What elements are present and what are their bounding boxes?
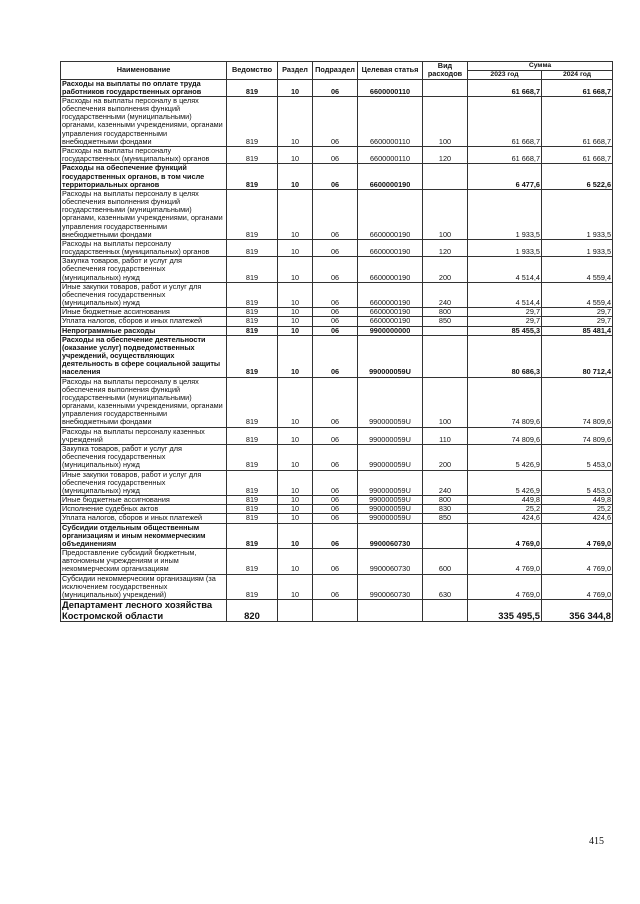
row-vid: 100: [423, 189, 468, 239]
row-target: 990000059U: [358, 514, 423, 523]
row-razdel: 10: [278, 574, 313, 600]
header-podrazdel: Подраздел: [313, 62, 358, 80]
row-podrazdel: 06: [313, 146, 358, 163]
row-name: Расходы на выплаты по оплате труда работников государственных органов: [61, 79, 227, 96]
row-podrazdel: 06: [313, 239, 358, 256]
row-sum-2024: 4 769,0: [542, 523, 613, 549]
row-name: Субсидии отдельным общественным организациям и иным некоммерческим объединениям: [61, 523, 227, 549]
row-name: Иные бюджетные ассигнования: [61, 308, 227, 317]
row-vedomstvo: 819: [227, 146, 278, 163]
row-podrazdel: 06: [313, 505, 358, 514]
row-sum-2023: 5 426,9: [468, 470, 542, 496]
table-row: [61, 257, 613, 283]
row-sum-2023: 335 495,5: [468, 600, 542, 622]
row-vid: 240: [423, 282, 468, 308]
row-sum-2023: 85 455,3: [468, 326, 542, 335]
row-vid: [423, 79, 468, 96]
row-vid: 200: [423, 257, 468, 283]
row-name: Департамент лесного хозяйства Костромской области: [61, 600, 227, 622]
row-vedomstvo: 819: [227, 317, 278, 326]
table-row: [61, 326, 613, 335]
row-vedomstvo: 819: [227, 326, 278, 335]
row-vid: 110: [423, 427, 468, 444]
row-name: Уплата налогов, сборов и иных платежей: [61, 514, 227, 523]
row-vedomstvo: 819: [227, 377, 278, 427]
row-sum-2023: 4 769,0: [468, 523, 542, 549]
row-target: 9900060730: [358, 574, 423, 600]
row-podrazdel: 06: [313, 257, 358, 283]
row-vedomstvo: 819: [227, 427, 278, 444]
row-podrazdel: 06: [313, 317, 358, 326]
row-razdel: 10: [278, 377, 313, 427]
row-sum-2024: 5 453,0: [542, 445, 613, 471]
row-podrazdel: 06: [313, 523, 358, 549]
row-target: 9900060730: [358, 523, 423, 549]
row-vid: [423, 335, 468, 377]
row-target: 990000059U: [358, 470, 423, 496]
row-target: 6600000190: [358, 164, 423, 190]
row-sum-2023: 449,8: [468, 496, 542, 505]
row-vedomstvo: 819: [227, 549, 278, 575]
row-target: 990000059U: [358, 496, 423, 505]
row-razdel: 10: [278, 505, 313, 514]
row-name: Расходы на выплаты персоналу в целях обеспечения выполнения функций государственными (муниципальными) органами, казенными учреждениями, органами управления государственными внебюджетными фондами: [61, 96, 227, 146]
row-razdel: 10: [278, 257, 313, 283]
row-sum-2023: 29,7: [468, 308, 542, 317]
row-vid: 600: [423, 549, 468, 575]
row-sum-2023: 74 809,6: [468, 427, 542, 444]
row-podrazdel: 06: [313, 79, 358, 96]
row-podrazdel: 06: [313, 308, 358, 317]
row-sum-2024: 356 344,8: [542, 600, 613, 622]
row-name: Иные закупки товаров, работ и услуг для обеспечения государственных (муниципальных) нужд: [61, 282, 227, 308]
row-name: Уплата налогов, сборов и иных платежей: [61, 317, 227, 326]
row-name: Предоставление субсидий бюджетным, автономным учреждениям и иным некоммерческим организациям: [61, 549, 227, 575]
row-vedomstvo: 819: [227, 189, 278, 239]
row-vid: 850: [423, 317, 468, 326]
row-target: 6600000190: [358, 239, 423, 256]
row-vid: [423, 164, 468, 190]
header-year-2024: 2024 год: [542, 70, 613, 79]
row-sum-2023: 29,7: [468, 317, 542, 326]
row-razdel: 10: [278, 239, 313, 256]
row-name: Иные закупки товаров, работ и услуг для обеспечения государственных (муниципальных) нужд: [61, 470, 227, 496]
row-vid: 200: [423, 445, 468, 471]
row-sum-2024: 29,7: [542, 308, 613, 317]
page-number: 415: [589, 836, 604, 847]
row-sum-2023: 5 426,9: [468, 445, 542, 471]
row-sum-2024: 74 809,6: [542, 427, 613, 444]
row-sum-2024: 61 668,7: [542, 79, 613, 96]
row-vedomstvo: 819: [227, 282, 278, 308]
row-name: Расходы на выплаты персоналу государственных (муниципальных) органов: [61, 146, 227, 163]
row-vedomstvo: 819: [227, 239, 278, 256]
row-podrazdel: 06: [313, 445, 358, 471]
row-podrazdel: [313, 600, 358, 622]
row-vedomstvo: 819: [227, 470, 278, 496]
row-target: 9900000000: [358, 326, 423, 335]
row-vedomstvo: 819: [227, 523, 278, 549]
row-sum-2024: 80 712,4: [542, 335, 613, 377]
row-target: 6600000190: [358, 257, 423, 283]
row-vid: [423, 600, 468, 622]
row-vid: 120: [423, 146, 468, 163]
row-podrazdel: 06: [313, 326, 358, 335]
row-target: 990000059U: [358, 377, 423, 427]
row-podrazdel: 06: [313, 514, 358, 523]
row-razdel: 10: [278, 496, 313, 505]
row-sum-2024: 449,8: [542, 496, 613, 505]
row-name: Расходы на выплаты персоналу государственных (муниципальных) органов: [61, 239, 227, 256]
row-vedomstvo: 819: [227, 496, 278, 505]
row-vid: 800: [423, 308, 468, 317]
row-target: 6600000190: [358, 282, 423, 308]
table-row: [61, 523, 613, 549]
row-name: Расходы на обеспечение функций государственных органов, в том числе территориальных органов: [61, 164, 227, 190]
table-row: [61, 600, 613, 622]
header-razdel: Раздел: [278, 62, 313, 80]
row-sum-2023: 4 514,4: [468, 257, 542, 283]
row-sum-2023: 25,2: [468, 505, 542, 514]
table-row: [61, 427, 613, 444]
row-sum-2023: 4 769,0: [468, 574, 542, 600]
row-sum-2023: 80 686,3: [468, 335, 542, 377]
row-vid: 240: [423, 470, 468, 496]
row-vid: 800: [423, 496, 468, 505]
row-sum-2024: 6 522,6: [542, 164, 613, 190]
row-podrazdel: 06: [313, 164, 358, 190]
table-header: [61, 62, 613, 80]
row-target: 990000059U: [358, 335, 423, 377]
row-sum-2023: 4 769,0: [468, 549, 542, 575]
row-sum-2024: 74 809,6: [542, 377, 613, 427]
table-row: [61, 514, 613, 523]
row-target: [358, 600, 423, 622]
table-row: [61, 470, 613, 496]
row-vid: 100: [423, 96, 468, 146]
row-name: Расходы на выплаты персоналу в целях обеспечения выполнения функций государственными (муниципальными) органами, казенными учреждениями, органами управления государственными внебюджетными фондами: [61, 377, 227, 427]
row-vid: 830: [423, 505, 468, 514]
row-name: Исполнение судебных актов: [61, 505, 227, 514]
table-row: [61, 96, 613, 146]
budget-table: [60, 61, 613, 622]
row-vid: 850: [423, 514, 468, 523]
table-body: [61, 79, 613, 622]
row-razdel: 10: [278, 164, 313, 190]
row-podrazdel: 06: [313, 282, 358, 308]
row-target: 6600000190: [358, 308, 423, 317]
row-razdel: 10: [278, 146, 313, 163]
row-razdel: 10: [278, 189, 313, 239]
row-razdel: 10: [278, 308, 313, 317]
row-sum-2023: 61 668,7: [468, 146, 542, 163]
header-target: Целевая статья: [358, 62, 423, 80]
row-vid: [423, 326, 468, 335]
row-vedomstvo: 819: [227, 257, 278, 283]
table-row: [61, 445, 613, 471]
row-sum-2024: 25,2: [542, 505, 613, 514]
row-razdel: 10: [278, 514, 313, 523]
row-vedomstvo: 819: [227, 335, 278, 377]
row-podrazdel: 06: [313, 574, 358, 600]
row-sum-2024: 424,6: [542, 514, 613, 523]
row-razdel: 10: [278, 317, 313, 326]
row-name: Расходы на выплаты персоналу казенных учреждений: [61, 427, 227, 444]
row-sum-2024: 85 481,4: [542, 326, 613, 335]
row-vedomstvo: 819: [227, 514, 278, 523]
row-vid: [423, 523, 468, 549]
row-podrazdel: 06: [313, 427, 358, 444]
table-row: [61, 377, 613, 427]
row-razdel: 10: [278, 282, 313, 308]
row-sum-2024: 5 453,0: [542, 470, 613, 496]
row-razdel: 10: [278, 470, 313, 496]
row-sum-2023: 1 933,5: [468, 239, 542, 256]
row-sum-2023: 6 477,6: [468, 164, 542, 190]
row-razdel: 10: [278, 79, 313, 96]
row-vedomstvo: 819: [227, 505, 278, 514]
row-name: Непрограммные расходы: [61, 326, 227, 335]
row-sum-2024: 4 559,4: [542, 282, 613, 308]
row-name: Субсидии некоммерческим организациям (за исключением государственных (муниципальных) учреждений): [61, 574, 227, 600]
table-row: [61, 282, 613, 308]
table-row: [61, 574, 613, 600]
row-sum-2024: 4 769,0: [542, 574, 613, 600]
row-sum-2024: 61 668,7: [542, 96, 613, 146]
table-row: [61, 239, 613, 256]
table-row: [61, 189, 613, 239]
table-row: [61, 79, 613, 96]
row-razdel: [278, 600, 313, 622]
row-sum-2024: 29,7: [542, 317, 613, 326]
row-vedomstvo: 820: [227, 600, 278, 622]
table-row: [61, 164, 613, 190]
row-name: Закупка товаров, работ и услуг для обеспечения государственных (муниципальных) нужд: [61, 257, 227, 283]
row-razdel: 10: [278, 549, 313, 575]
row-vedomstvo: 819: [227, 79, 278, 96]
row-vedomstvo: 819: [227, 164, 278, 190]
row-name: Закупка товаров, работ и услуг для обеспечения государственных (муниципальных) нужд: [61, 445, 227, 471]
table-row: [61, 549, 613, 575]
header-year-2023: 2023 год: [468, 70, 542, 79]
row-podrazdel: 06: [313, 189, 358, 239]
row-vedomstvo: 819: [227, 308, 278, 317]
row-podrazdel: 06: [313, 496, 358, 505]
row-sum-2024: 61 668,7: [542, 146, 613, 163]
header-name: Наименование: [61, 62, 227, 80]
row-vedomstvo: 819: [227, 445, 278, 471]
table-row: [61, 146, 613, 163]
row-sum-2024: 4 769,0: [542, 549, 613, 575]
row-name: Расходы на обеспечение деятельности (оказание услуг) подведомственных учреждений, осуществляющих деятельность в сфере социальной защиты населения: [61, 335, 227, 377]
row-target: 6600000110: [358, 79, 423, 96]
row-sum-2023: 424,6: [468, 514, 542, 523]
row-podrazdel: 06: [313, 335, 358, 377]
row-sum-2023: 74 809,6: [468, 377, 542, 427]
row-podrazdel: 06: [313, 377, 358, 427]
row-sum-2023: 1 933,5: [468, 189, 542, 239]
row-target: 6600000190: [358, 189, 423, 239]
row-podrazdel: 06: [313, 549, 358, 575]
header-vid: Вид расходов: [423, 62, 468, 80]
row-sum-2024: 1 933,5: [542, 189, 613, 239]
row-vedomstvo: 819: [227, 574, 278, 600]
row-vid: 630: [423, 574, 468, 600]
row-sum-2023: 4 514,4: [468, 282, 542, 308]
row-target: 9900060730: [358, 549, 423, 575]
header-sum: Сумма: [468, 62, 613, 71]
row-podrazdel: 06: [313, 96, 358, 146]
row-podrazdel: 06: [313, 470, 358, 496]
row-razdel: 10: [278, 445, 313, 471]
row-target: 990000059U: [358, 505, 423, 514]
table-row: [61, 335, 613, 377]
row-vedomstvo: 819: [227, 96, 278, 146]
row-sum-2023: 61 668,7: [468, 79, 542, 96]
row-name: Расходы на выплаты персоналу в целях обеспечения выполнения функций государственными (муниципальными) органами, казенными учреждениями, органами управления государственными внебюджетными фондами: [61, 189, 227, 239]
table-row: [61, 317, 613, 326]
row-razdel: 10: [278, 427, 313, 444]
row-razdel: 10: [278, 523, 313, 549]
row-sum-2024: 1 933,5: [542, 239, 613, 256]
row-target: 6600000110: [358, 146, 423, 163]
row-target: 6600000190: [358, 317, 423, 326]
row-sum-2023: 61 668,7: [468, 96, 542, 146]
row-target: 6600000110: [358, 96, 423, 146]
row-razdel: 10: [278, 335, 313, 377]
row-target: 990000059U: [358, 427, 423, 444]
row-razdel: 10: [278, 96, 313, 146]
row-sum-2024: 4 559,4: [542, 257, 613, 283]
row-name: Иные бюджетные ассигнования: [61, 496, 227, 505]
header-vedomstvo: Ведомство: [227, 62, 278, 80]
row-vid: 120: [423, 239, 468, 256]
row-target: 990000059U: [358, 445, 423, 471]
row-razdel: 10: [278, 326, 313, 335]
row-vid: 100: [423, 377, 468, 427]
